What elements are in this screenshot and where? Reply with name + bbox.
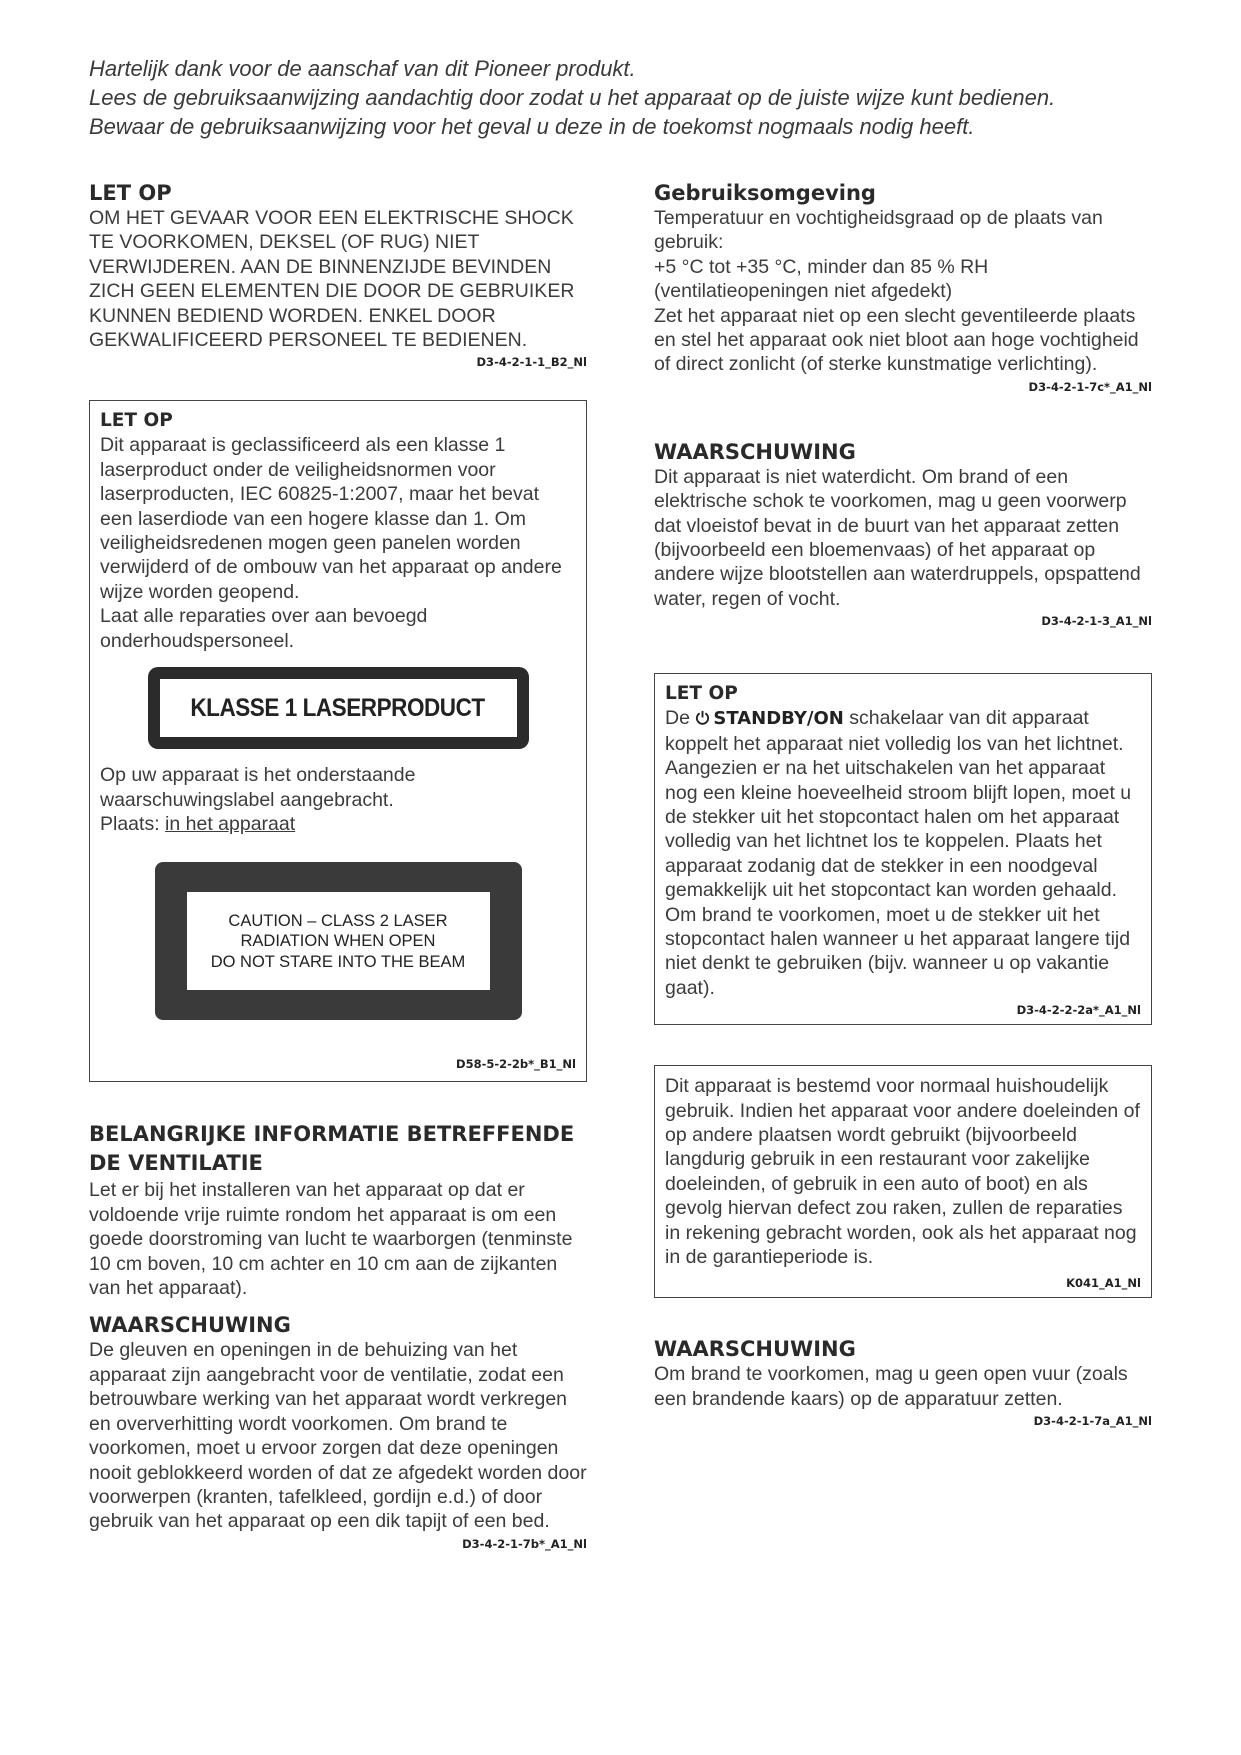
reference-code: D3-4-2-1-7b*_A1_Nl [462,1536,587,1551]
class-2-caution-label [155,862,522,1020]
label-intro: Op uw apparaat is het onderstaande waarschuwingslabel aangebracht. [100,764,416,811]
power-icon [695,710,710,725]
intro-line-1: Hartelijk dank voor de aanschaf van dit Pioneer produkt. [89,56,636,81]
standby-caution-box [654,673,1152,1025]
left-column [89,180,587,1552]
ventilatie-section [89,1120,587,1300]
box-title: LET OP [665,683,738,705]
caution-line-1: CAUTION – CLASS 2 LASER [228,911,448,930]
standby-text: schakelaar van dit apparaat koppelt het apparaat niet volledig los van het lichtnet. Aangezien er na het uitschakelen van het apparaat nog een kleine hoeveelheid stroom blijft lopen, moet u de stekker uit het stopcontact halen om het apparaat volledig van het lichtnet los te koppelen. Plaats het apparaat zodanig dat de stekker in een noodgeval gemakkelijk uit het stopcontact kan worden gehaald. Om brand te voorkomen, moet u de stekker uit het stopcontact halen wanneer u het apparaat langere tijd niet denkt te gebruiken (bijv. wanneer u op vakantie gaat). [665,707,1132,999]
laser-body-repairs: Laat alle reparaties over aan bevoegd onderhoudspersoneel. [100,605,428,652]
section-title: WAARSCHUWING [654,439,856,464]
caution-line-2: RADIATION WHEN OPEN [240,932,436,951]
section-body: Om brand te voorkomen, mag u geen open vuur (zoals een brandende kaars) op de apparatuur zetten. [654,1363,1128,1410]
let-op-shock-section [89,180,587,370]
reference-code: D3-4-2-2-2a*_A1_Nl [1016,1003,1141,1018]
reference-code: D3-4-2-1-3_A1_Nl [1041,614,1152,629]
laser-body: Dit apparaat is geclassificeerd als een klasse 1 laserproduct onder de veiligheidsnormen voor laserproducten, IEC 60825-1:2007, maar het bevat een laserdiode van een hogere klasse dan 1. Om veiligheidsredenen mogen geen panelen worden verwijderd of de ombouw van het apparaat op andere wijze worden geopend. [100,434,562,603]
omgeving-line-2: +5 °C tot +35 °C, minder dan 85 % RH (ventilatieopeningen niet afgedekt) [654,255,989,303]
reference-code: K041_A1_Nl [1066,1276,1141,1291]
section-title: WAARSCHUWING [654,1337,856,1362]
intro-line-3: Bewaar de gebruiksaanwijzing voor het geval u deze in de toekomst nogmaals nodig heeft. [89,114,975,139]
standby-on-label: STANDBY/ON [713,708,844,730]
reference-code: D3-4-2-1-1_B2_Nl [476,355,587,370]
section-body: De gleuven en openingen in de behuizing van het apparaat zijn aangebracht voor de ventilatie, zodat een betrouwbare werking van het apparaat wordt verkregen en oververhitting wordt voorkomen. Om brand te voorkomen, moet u ervoor zorgen dat deze openingen nooit geblokkeerd worden of dat ze afgedekt worden door voorwerpen (kranten, tafelkleed, gordijn e.d.) of door gebruik van het apparaat op een dik tapijt of een bed. [89,1339,587,1533]
section-title: Gebruiksomgeving [654,181,876,205]
section-body: Let er bij het installeren van het apparaat op dat er voldoende vrije ruimte rondom het apparaat is om een goede doorstroming van lucht te waarborgen (tenminste 10 cm boven, 10 cm achter en 10 cm aan de zijkanten van het apparaat). [89,1179,573,1300]
household-use-box [654,1065,1152,1298]
household-body: Dit apparaat is bestemd voor normaal huishoudelijk gebruik. Indien het apparaat voor andere doeleinden of op andere plaatsen wordt gebruikt (bijvoorbeeld langdurig gebruik in een restaurant voor zakelijke doeleinden, of gebruik in een auto of boot) en als gevolg hiervan defect zou raken, zullen de reparaties in rekening gebracht worden, ook als het apparaat nog in de garantieperiode is. [665,1075,1140,1268]
laser-caution-box [89,400,587,1082]
placement-value: in het apparaat [165,812,296,835]
placement-prefix: Plaats: [100,812,166,835]
omgeving-line-1: Temperatuur en vochtigheidsgraad op de plaats van gebruik: [654,207,1103,254]
section-body: OM HET GEVAAR VOOR EEN ELEKTRISCHE SHOCK TE VOORKOMEN, DEKSEL (OF RUG) NIET VERWIJDEREN. AAN DE BINNENZIJDE BEVINDEN ZICH GEEN ELEMENTEN DIE DOOR DE GEBRUIKER KUNNEN BEDIEND WORDEN. ENKEL DOOR GEKWALIFICEERD PERSONEEL TE BEDIENEN. [89,207,575,352]
waarschuwing-vuur-section [654,1336,1152,1429]
klasse-1-laser-label [148,667,529,749]
section-title: WAARSCHUWING [89,1313,291,1338]
gebruiksomgeving-section [654,180,1152,395]
waarschuwing-water-section [654,439,1152,629]
omgeving-line-3: Zet het apparaat niet op een slecht geventileerde plaats en stel het apparaat ook niet bloot aan hoge vochtigheid of direct zonlicht (of sterke kunstmatige verlichting). [654,304,1139,376]
section-title: LET OP [89,181,172,205]
caution-line-3: DO NOT STARE INTO THE BEAM [210,952,466,971]
intro-text [89,54,1189,141]
reference-code: D3-4-2-1-7a_A1_Nl [1033,1414,1152,1429]
section-title: BELANGRIJKE INFORMATIE BETREFFENDE DE VENTILATIE [89,1122,575,1176]
box-title: LET OP [100,410,173,432]
reference-code: D58-5-2-2b*_B1_Nl [456,1057,576,1072]
standby-prefix: De [665,707,696,730]
laser-label-text: KLASSE 1 LASERPRODUCT [190,693,486,722]
waarschuwing-ventilatie-section [89,1312,587,1551]
section-body: Dit apparaat is niet waterdicht. Om brand of een elektrische schok te voorkomen, mag u geen voorwerp dat vloeistof bevat in de buurt van het apparaat zetten (bijvoorbeeld een bloemenvaas) of het apparaat op andere wijze blootstellen aan waterdruppels, opspattend water, regen of vocht. [654,465,1141,610]
label-placement [100,812,576,836]
intro-line-2: Lees de gebruiksaanwijzing aandachtig door zodat u het apparaat op de juiste wijze kunt bedienen. [89,85,1056,110]
reference-code: D3-4-2-1-7c*_A1_Nl [1028,379,1152,394]
standby-body [665,706,1141,1000]
right-column [654,180,1152,1429]
